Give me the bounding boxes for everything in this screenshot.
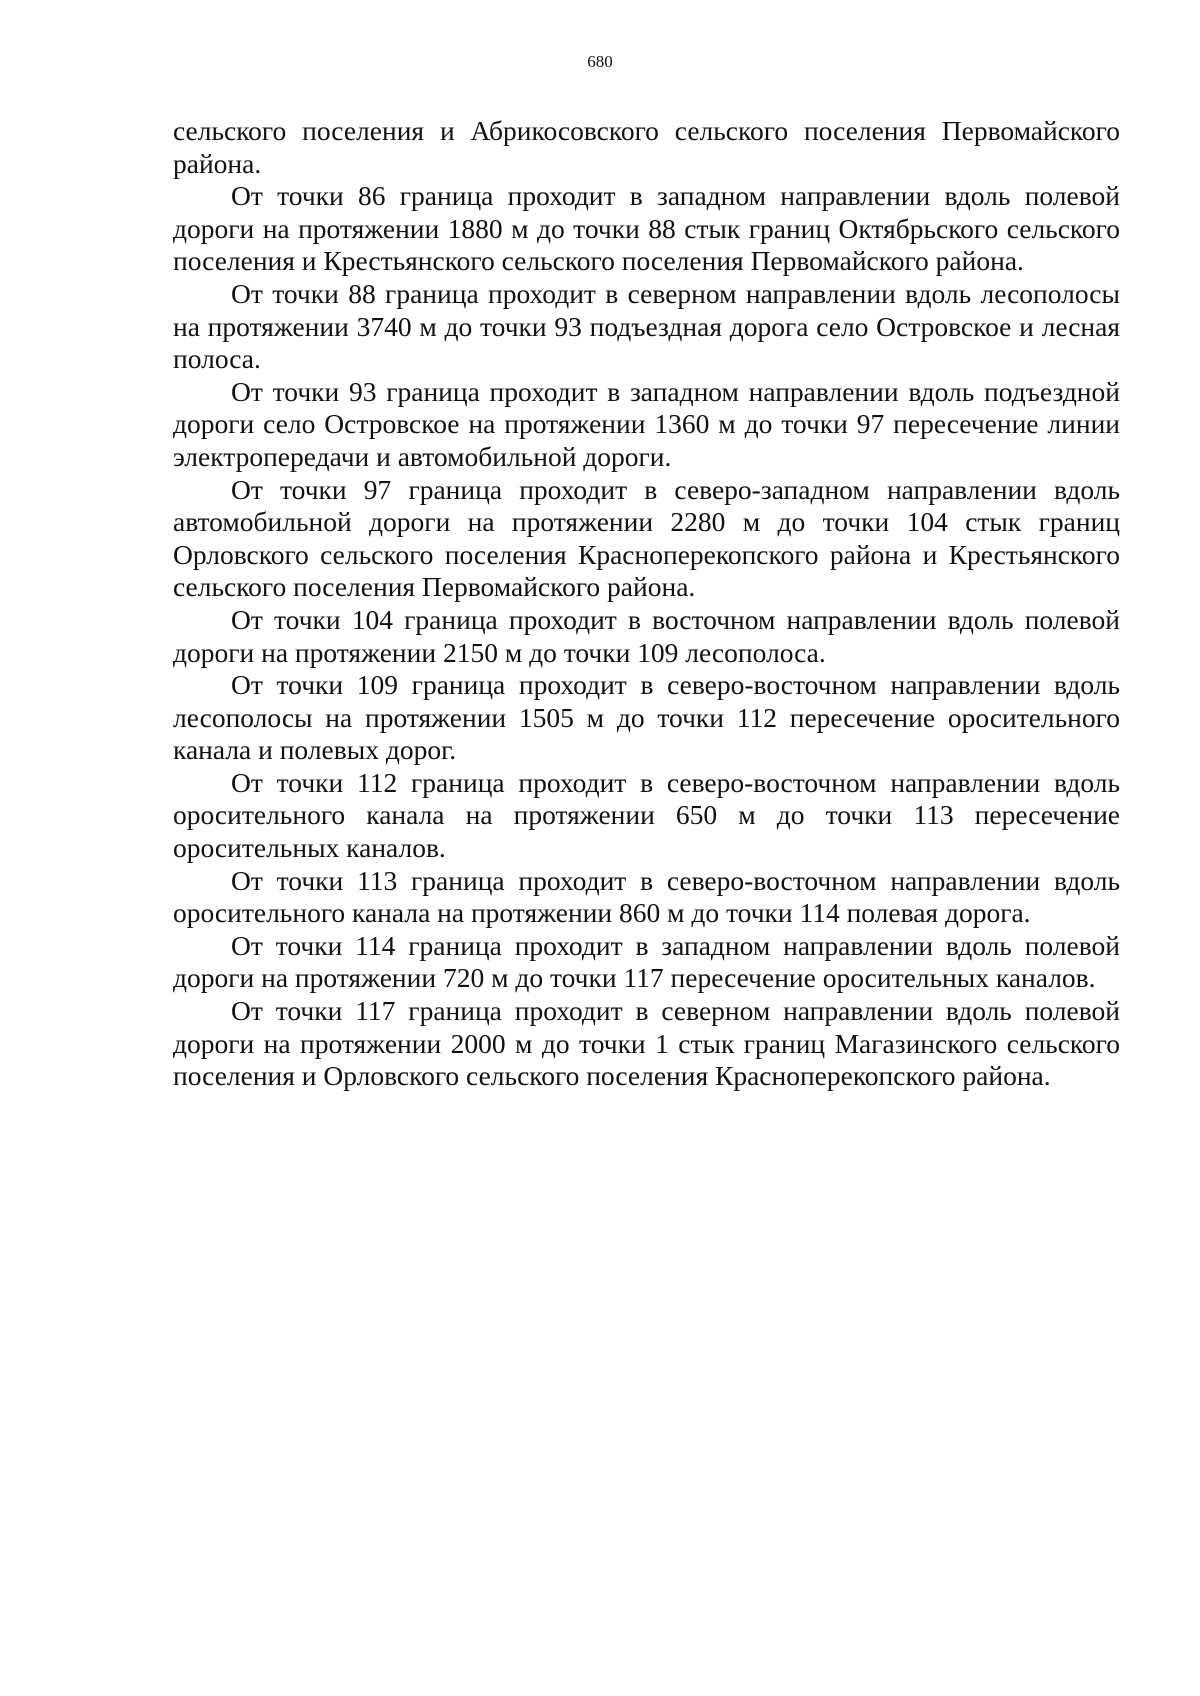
paragraph-continuation: сельского поселения и Абрикосовского сельского поселения Первомайского района. (173, 115, 1120, 179)
paragraph: От точки 113 граница проходит в северо-восточном направлении вдоль оросительного канала на протяжении 860 м до точки 114 полевая дорога. (173, 864, 1120, 929)
paragraph: От точки 97 граница проходит в северо-западном направлении вдоль автомобильной дороги на протяжении 2280 м до точки 104 стык границ Орловского сельского поселения Красноперекопского района и Крестьянского сельского поселения Первомайского района. (173, 473, 1120, 603)
paragraph: От точки 104 граница проходит в восточном направлении вдоль полевой дороги на протяжении 2150 м до точки 109 лесополоса. (173, 603, 1120, 668)
paragraph: От точки 93 граница проходит в западном направлении вдоль подъездной дороги село Островское на протяжении 1360 м до точки 97 пересечение линии электропередачи и автомобильной дороги. (173, 375, 1120, 472)
page-number: 680 (587, 52, 613, 71)
paragraph: От точки 114 граница проходит в западном направлении вдоль полевой дороги на протяжении 720 м до точки 117 пересечение оросительных каналов. (173, 929, 1120, 994)
paragraph: От точки 112 граница проходит в северо-восточном направлении вдоль оросительного канала на протяжении 650 м до точки 113 пересечение оросительных каналов. (173, 766, 1120, 864)
document-body (173, 115, 1120, 1093)
paragraph: От точки 86 граница проходит в западном направлении вдоль полевой дороги на протяжении 1880 м до точки 88 стык границ Октябрьского сельского поселения и Крестьянского сельского поселения Первомайского района. (173, 180, 1120, 277)
paragraph: От точки 88 граница проходит в северном направлении вдоль лесополосы на протяжении 3740 м до точки 93 подъездная дорога село Островское и лесная полоса. (173, 277, 1120, 375)
paragraph: От точки 117 граница проходит в северном направлении вдоль полевой дороги на протяжении 2000 м до точки 1 стык границ Магазинского сельского поселения и Орловского сельского поселения Красноперекопского района. (173, 995, 1120, 1092)
paragraph: От точки 109 граница проходит в северо-восточном направлении вдоль лесополосы на протяжении 1505 м до точки 112 пересечение оросительного канала и полевых дорог. (173, 669, 1120, 766)
